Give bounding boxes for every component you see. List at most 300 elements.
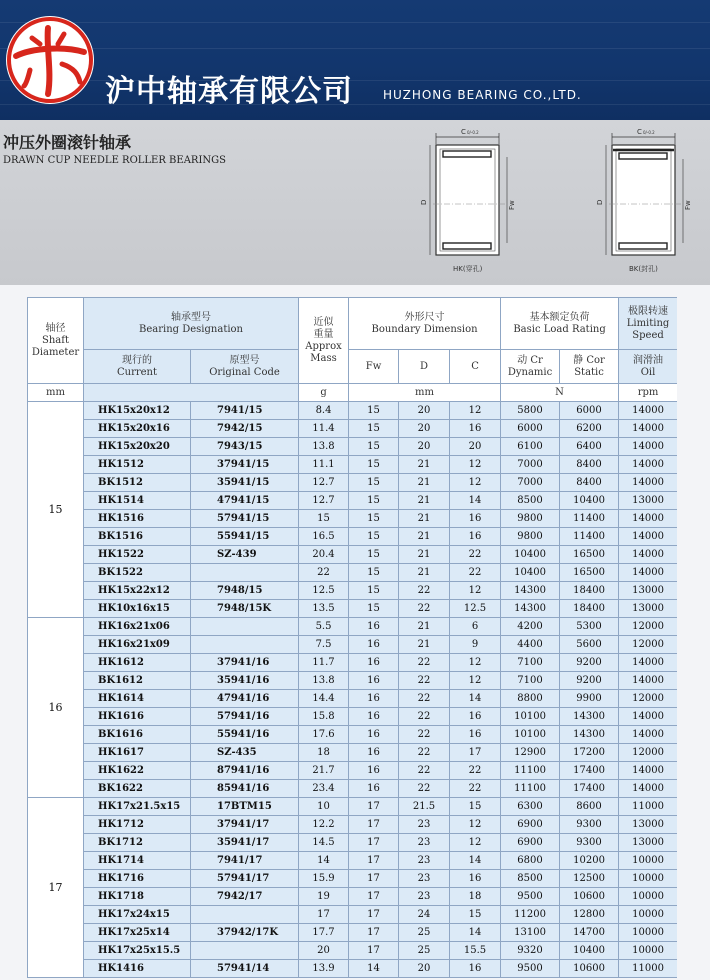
- d-cell: 21: [399, 456, 450, 474]
- unit-dimensions: mm: [349, 384, 501, 402]
- current-code-cell: HK1512: [84, 456, 191, 474]
- fw-cell: 15: [349, 510, 399, 528]
- d-cell: 22: [399, 600, 450, 618]
- mass-cell: 17.7: [299, 924, 349, 942]
- limiting-speed-cell: 13000: [619, 492, 677, 510]
- static-load-cell: 18400: [560, 582, 619, 600]
- current-code-cell: BK1712: [84, 834, 191, 852]
- header-shaft-diameter: 轴径 Shaft Diameter: [28, 298, 84, 384]
- mass-cell: 10: [299, 798, 349, 816]
- c-cell: 12: [450, 654, 501, 672]
- original-code-cell: 57941/15: [191, 510, 299, 528]
- dynamic-load-cell: 8800: [501, 690, 560, 708]
- c-cell: 16: [450, 960, 501, 978]
- fw-cell: 15: [349, 582, 399, 600]
- d-cell: 25: [399, 942, 450, 960]
- limiting-speed-cell: 10000: [619, 942, 677, 960]
- fw-cell: 16: [349, 618, 399, 636]
- limiting-speed-cell: 13000: [619, 834, 677, 852]
- header-boundary-dimension: 外形尺寸 Boundary Dimension: [349, 298, 501, 350]
- bearing-spec-rows: [28, 402, 678, 978]
- current-code-cell: BK1512: [84, 474, 191, 492]
- mass-cell: 15.8: [299, 708, 349, 726]
- d-cell: 23: [399, 834, 450, 852]
- static-load-cell: 9300: [560, 816, 619, 834]
- dim-c-label: C: [637, 128, 642, 136]
- d-cell: 22: [399, 654, 450, 672]
- original-code-cell: 57941/16: [191, 708, 299, 726]
- mass-cell: 20.4: [299, 546, 349, 564]
- static-load-cell: 6400: [560, 438, 619, 456]
- static-load-cell: 10200: [560, 852, 619, 870]
- dynamic-load-cell: 6900: [501, 834, 560, 852]
- limiting-speed-cell: 14000: [619, 402, 677, 420]
- table-row: [28, 906, 678, 924]
- c-cell: 20: [450, 438, 501, 456]
- company-name-en: HUZHONG BEARING CO.,LTD.: [383, 88, 582, 102]
- fw-cell: 16: [349, 690, 399, 708]
- c-cell: 12: [450, 402, 501, 420]
- d-cell: 20: [399, 420, 450, 438]
- dynamic-load-cell: 8500: [501, 492, 560, 510]
- d-cell: 21: [399, 618, 450, 636]
- company-name-cn: 沪中轴承有限公司: [105, 74, 353, 109]
- fw-cell: 16: [349, 708, 399, 726]
- table-row: [28, 600, 678, 618]
- d-cell: 21: [399, 564, 450, 582]
- mass-cell: 17: [299, 906, 349, 924]
- fw-cell: 15: [349, 528, 399, 546]
- hk-open-end-diagram: [420, 128, 516, 273]
- d-cell: 23: [399, 870, 450, 888]
- c-cell: 14: [450, 690, 501, 708]
- table-row: [28, 528, 678, 546]
- table-row: [28, 546, 678, 564]
- limiting-speed-cell: 12000: [619, 636, 677, 654]
- original-code-cell: 7941/15: [191, 402, 299, 420]
- mass-cell: 7.5: [299, 636, 349, 654]
- dynamic-load-cell: 10100: [501, 726, 560, 744]
- header-c: C: [450, 350, 501, 384]
- mass-cell: 12.7: [299, 492, 349, 510]
- original-code-cell: 17BTM15: [191, 798, 299, 816]
- original-code-cell: 7942/17: [191, 888, 299, 906]
- fw-cell: 17: [349, 816, 399, 834]
- section-title-en: DRAWN CUP NEEDLE ROLLER BEARINGS: [3, 155, 226, 166]
- mass-cell: 11.7: [299, 654, 349, 672]
- limiting-speed-cell: 11000: [619, 798, 677, 816]
- shaft-diameter-cell: 16: [28, 618, 84, 798]
- original-code-cell: 7943/15: [191, 438, 299, 456]
- limiting-speed-cell: 10000: [619, 888, 677, 906]
- dim-c-tolerance: 0/-0.2: [643, 130, 655, 135]
- original-code-cell: 7942/15: [191, 420, 299, 438]
- mass-cell: 22: [299, 564, 349, 582]
- c-cell: 16: [450, 870, 501, 888]
- static-load-cell: 14300: [560, 726, 619, 744]
- d-cell: 24: [399, 906, 450, 924]
- dynamic-load-cell: 6000: [501, 420, 560, 438]
- current-code-cell: HK1712: [84, 816, 191, 834]
- c-cell: 12: [450, 672, 501, 690]
- header-static: 静 Cor Static: [560, 350, 619, 384]
- mass-cell: 12.2: [299, 816, 349, 834]
- current-code-cell: HK15x20x12: [84, 402, 191, 420]
- c-cell: 12: [450, 834, 501, 852]
- current-code-cell: HK1718: [84, 888, 191, 906]
- table-row: [28, 960, 678, 978]
- current-code-cell: HK15x20x16: [84, 420, 191, 438]
- c-cell: 12: [450, 816, 501, 834]
- fw-cell: 16: [349, 780, 399, 798]
- current-code-cell: HK1716: [84, 870, 191, 888]
- original-code-cell: 37942/17K: [191, 924, 299, 942]
- mass-cell: 17.6: [299, 726, 349, 744]
- header-fw: Fw: [349, 350, 399, 384]
- static-load-cell: 9300: [560, 834, 619, 852]
- bearing-spec-table-container: [27, 297, 677, 980]
- dynamic-load-cell: 6100: [501, 438, 560, 456]
- dynamic-load-cell: 10100: [501, 708, 560, 726]
- fw-cell: 17: [349, 924, 399, 942]
- c-cell: 15.5: [450, 942, 501, 960]
- fw-cell: 14: [349, 960, 399, 978]
- fw-cell: 16: [349, 726, 399, 744]
- d-cell: 22: [399, 726, 450, 744]
- dynamic-load-cell: 14300: [501, 582, 560, 600]
- d-cell: 21: [399, 528, 450, 546]
- limiting-speed-cell: 13000: [619, 816, 677, 834]
- current-code-cell: HK16x21x06: [84, 618, 191, 636]
- dynamic-load-cell: 7100: [501, 654, 560, 672]
- table-row: [28, 636, 678, 654]
- d-cell: 22: [399, 780, 450, 798]
- limiting-speed-cell: 13000: [619, 582, 677, 600]
- unit-shaft: mm: [28, 384, 84, 402]
- unit-load: N: [501, 384, 619, 402]
- original-code-cell: [191, 906, 299, 924]
- c-cell: 22: [450, 564, 501, 582]
- bk-closed-end-diagram: [596, 128, 692, 273]
- c-cell: 16: [450, 708, 501, 726]
- dynamic-load-cell: 13100: [501, 924, 560, 942]
- static-load-cell: 17400: [560, 762, 619, 780]
- static-load-cell: 5300: [560, 618, 619, 636]
- table-row: [28, 456, 678, 474]
- c-cell: 22: [450, 762, 501, 780]
- limiting-speed-cell: 10000: [619, 870, 677, 888]
- current-code-cell: HK16x21x09: [84, 636, 191, 654]
- c-cell: 15: [450, 798, 501, 816]
- bearing-spec-table: [27, 297, 677, 978]
- fw-cell: 15: [349, 402, 399, 420]
- static-load-cell: 6000: [560, 402, 619, 420]
- hk-diagram-label: HK(穿孔): [453, 265, 483, 273]
- header-current-code: 现行的 Current: [84, 350, 191, 384]
- c-cell: 6: [450, 618, 501, 636]
- static-load-cell: 9900: [560, 690, 619, 708]
- mass-cell: 13.8: [299, 438, 349, 456]
- shaft-diameter-cell: 15: [28, 402, 84, 618]
- dynamic-load-cell: 9320: [501, 942, 560, 960]
- table-row: [28, 924, 678, 942]
- d-cell: 20: [399, 438, 450, 456]
- static-load-cell: 12500: [560, 870, 619, 888]
- current-code-cell: BK1522: [84, 564, 191, 582]
- current-code-cell: HK1617: [84, 744, 191, 762]
- original-code-cell: SZ-439: [191, 546, 299, 564]
- dim-fw-label: Fw: [508, 200, 516, 210]
- dynamic-load-cell: 6900: [501, 816, 560, 834]
- fw-cell: 17: [349, 870, 399, 888]
- d-cell: 23: [399, 852, 450, 870]
- header-oil: 润滑油 Oil: [619, 350, 677, 384]
- fw-cell: 15: [349, 474, 399, 492]
- section-title-cn: 冲压外圈滚针轴承: [3, 133, 132, 152]
- limiting-speed-cell: 10000: [619, 852, 677, 870]
- dynamic-load-cell: 11100: [501, 762, 560, 780]
- limiting-speed-cell: 14000: [619, 456, 677, 474]
- current-code-cell: HK1416: [84, 960, 191, 978]
- limiting-speed-cell: 14000: [619, 564, 677, 582]
- dim-fw-label: Fw: [684, 200, 692, 210]
- mass-cell: 15: [299, 510, 349, 528]
- d-cell: 21.5: [399, 798, 450, 816]
- limiting-speed-cell: 12000: [619, 690, 677, 708]
- header-d: D: [399, 350, 450, 384]
- dynamic-load-cell: 4200: [501, 618, 560, 636]
- original-code-cell: [191, 942, 299, 960]
- table-row: [28, 942, 678, 960]
- dynamic-load-cell: 4400: [501, 636, 560, 654]
- table-row: [28, 798, 678, 816]
- static-load-cell: 5600: [560, 636, 619, 654]
- c-cell: 9: [450, 636, 501, 654]
- current-code-cell: HK1714: [84, 852, 191, 870]
- mass-cell: 23.4: [299, 780, 349, 798]
- huzhong-logo-icon: [2, 12, 98, 108]
- table-row: [28, 816, 678, 834]
- dim-c-tolerance: 0/-0.2: [467, 130, 479, 135]
- original-code-cell: SZ-435: [191, 744, 299, 762]
- dim-d-label: D: [596, 199, 604, 205]
- c-cell: 14: [450, 852, 501, 870]
- d-cell: 22: [399, 744, 450, 762]
- table-row: [28, 852, 678, 870]
- dim-d-label: D: [420, 199, 428, 205]
- original-code-cell: 37941/17: [191, 816, 299, 834]
- current-code-cell: HK15x20x20: [84, 438, 191, 456]
- static-load-cell: 10600: [560, 888, 619, 906]
- current-code-cell: HK17x24x15: [84, 906, 191, 924]
- table-row: [28, 744, 678, 762]
- static-load-cell: 18400: [560, 600, 619, 618]
- original-code-cell: 37941/16: [191, 654, 299, 672]
- fw-cell: 16: [349, 636, 399, 654]
- fw-cell: 16: [349, 672, 399, 690]
- current-code-cell: BK1516: [84, 528, 191, 546]
- table-row: [28, 762, 678, 780]
- table-row: [28, 780, 678, 798]
- unit-mass: g: [299, 384, 349, 402]
- table-row: [28, 888, 678, 906]
- mass-cell: 11.4: [299, 420, 349, 438]
- table-row: [28, 618, 678, 636]
- limiting-speed-cell: 14000: [619, 438, 677, 456]
- c-cell: 16: [450, 420, 501, 438]
- mass-cell: 8.4: [299, 402, 349, 420]
- table-row: [28, 564, 678, 582]
- fw-cell: 17: [349, 852, 399, 870]
- header-basic-load-rating: 基本额定负荷 Basic Load Rating: [501, 298, 619, 350]
- dynamic-load-cell: 5800: [501, 402, 560, 420]
- limiting-speed-cell: 14000: [619, 654, 677, 672]
- table-row: [28, 672, 678, 690]
- table-row: [28, 510, 678, 528]
- static-load-cell: 8400: [560, 456, 619, 474]
- static-load-cell: 6200: [560, 420, 619, 438]
- table-row: [28, 834, 678, 852]
- limiting-speed-cell: 14000: [619, 510, 677, 528]
- shaft-diameter-cell: 17: [28, 798, 84, 978]
- static-load-cell: 14300: [560, 708, 619, 726]
- limiting-speed-cell: 10000: [619, 924, 677, 942]
- d-cell: 25: [399, 924, 450, 942]
- original-code-cell: 35941/15: [191, 474, 299, 492]
- table-row: [28, 492, 678, 510]
- fw-cell: 17: [349, 906, 399, 924]
- fw-cell: 15: [349, 546, 399, 564]
- c-cell: 22: [450, 546, 501, 564]
- current-code-cell: HK17x25x14: [84, 924, 191, 942]
- original-code-cell: 55941/16: [191, 726, 299, 744]
- dynamic-load-cell: 9500: [501, 888, 560, 906]
- c-cell: 12: [450, 456, 501, 474]
- current-code-cell: BK1616: [84, 726, 191, 744]
- current-code-cell: HK1616: [84, 708, 191, 726]
- d-cell: 21: [399, 510, 450, 528]
- mass-cell: 14.4: [299, 690, 349, 708]
- table-row: [28, 654, 678, 672]
- mass-cell: 14.5: [299, 834, 349, 852]
- table-row: [28, 726, 678, 744]
- original-code-cell: 7948/15: [191, 582, 299, 600]
- limiting-speed-cell: 12000: [619, 744, 677, 762]
- dynamic-load-cell: 6800: [501, 852, 560, 870]
- static-load-cell: 9200: [560, 654, 619, 672]
- static-load-cell: 10600: [560, 960, 619, 978]
- original-code-cell: [191, 618, 299, 636]
- mass-cell: 13.9: [299, 960, 349, 978]
- limiting-speed-cell: 12000: [619, 618, 677, 636]
- current-code-cell: BK1612: [84, 672, 191, 690]
- mass-cell: 11.1: [299, 456, 349, 474]
- mass-cell: 12.5: [299, 582, 349, 600]
- dynamic-load-cell: 6300: [501, 798, 560, 816]
- fw-cell: 17: [349, 798, 399, 816]
- mass-cell: 13.8: [299, 672, 349, 690]
- static-load-cell: 8600: [560, 798, 619, 816]
- d-cell: 21: [399, 474, 450, 492]
- mass-cell: 5.5: [299, 618, 349, 636]
- dynamic-load-cell: 10400: [501, 564, 560, 582]
- c-cell: 12: [450, 474, 501, 492]
- d-cell: 22: [399, 672, 450, 690]
- current-code-cell: HK10x16x15: [84, 600, 191, 618]
- fw-cell: 15: [349, 564, 399, 582]
- original-code-cell: 87941/16: [191, 762, 299, 780]
- limiting-speed-cell: 14000: [619, 474, 677, 492]
- table-row: [28, 420, 678, 438]
- mass-cell: 21.7: [299, 762, 349, 780]
- fw-cell: 15: [349, 600, 399, 618]
- fw-cell: 16: [349, 654, 399, 672]
- table-row: [28, 402, 678, 420]
- static-load-cell: 16500: [560, 546, 619, 564]
- d-cell: 22: [399, 762, 450, 780]
- c-cell: 14: [450, 924, 501, 942]
- mass-cell: 15.9: [299, 870, 349, 888]
- dynamic-load-cell: 7100: [501, 672, 560, 690]
- limiting-speed-cell: 14000: [619, 672, 677, 690]
- mass-cell: 18: [299, 744, 349, 762]
- dynamic-load-cell: 12900: [501, 744, 560, 762]
- fw-cell: 15: [349, 456, 399, 474]
- current-code-cell: HK1522: [84, 546, 191, 564]
- original-code-cell: 57941/17: [191, 870, 299, 888]
- original-code-cell: 85941/16: [191, 780, 299, 798]
- c-cell: 16: [450, 726, 501, 744]
- d-cell: 20: [399, 960, 450, 978]
- c-cell: 22: [450, 780, 501, 798]
- bearing-cross-section-diagrams: [0, 120, 710, 285]
- original-code-cell: 35941/16: [191, 672, 299, 690]
- table-row: [28, 582, 678, 600]
- static-load-cell: 14700: [560, 924, 619, 942]
- fw-cell: 17: [349, 942, 399, 960]
- current-code-cell: HK1622: [84, 762, 191, 780]
- c-cell: 15: [450, 906, 501, 924]
- static-load-cell: 11400: [560, 510, 619, 528]
- static-load-cell: 9200: [560, 672, 619, 690]
- d-cell: 21: [399, 546, 450, 564]
- dynamic-load-cell: 10400: [501, 546, 560, 564]
- original-code-cell: 7941/17: [191, 852, 299, 870]
- c-cell: 18: [450, 888, 501, 906]
- mass-cell: 12.7: [299, 474, 349, 492]
- current-code-cell: HK1514: [84, 492, 191, 510]
- current-code-cell: HK15x22x12: [84, 582, 191, 600]
- table-row: [28, 474, 678, 492]
- current-code-cell: HK17x25x15.5: [84, 942, 191, 960]
- mass-cell: 14: [299, 852, 349, 870]
- table-row: [28, 690, 678, 708]
- original-code-cell: 37941/15: [191, 456, 299, 474]
- unit-speed: rpm: [619, 384, 677, 402]
- limiting-speed-cell: 10000: [619, 906, 677, 924]
- d-cell: 23: [399, 816, 450, 834]
- static-load-cell: 10400: [560, 942, 619, 960]
- original-code-cell: 57941/14: [191, 960, 299, 978]
- original-code-cell: 47941/16: [191, 690, 299, 708]
- dynamic-load-cell: 14300: [501, 600, 560, 618]
- dynamic-load-cell: 11200: [501, 906, 560, 924]
- limiting-speed-cell: 14000: [619, 708, 677, 726]
- c-cell: 16: [450, 528, 501, 546]
- current-code-cell: HK1516: [84, 510, 191, 528]
- c-cell: 12: [450, 582, 501, 600]
- current-code-cell: HK1612: [84, 654, 191, 672]
